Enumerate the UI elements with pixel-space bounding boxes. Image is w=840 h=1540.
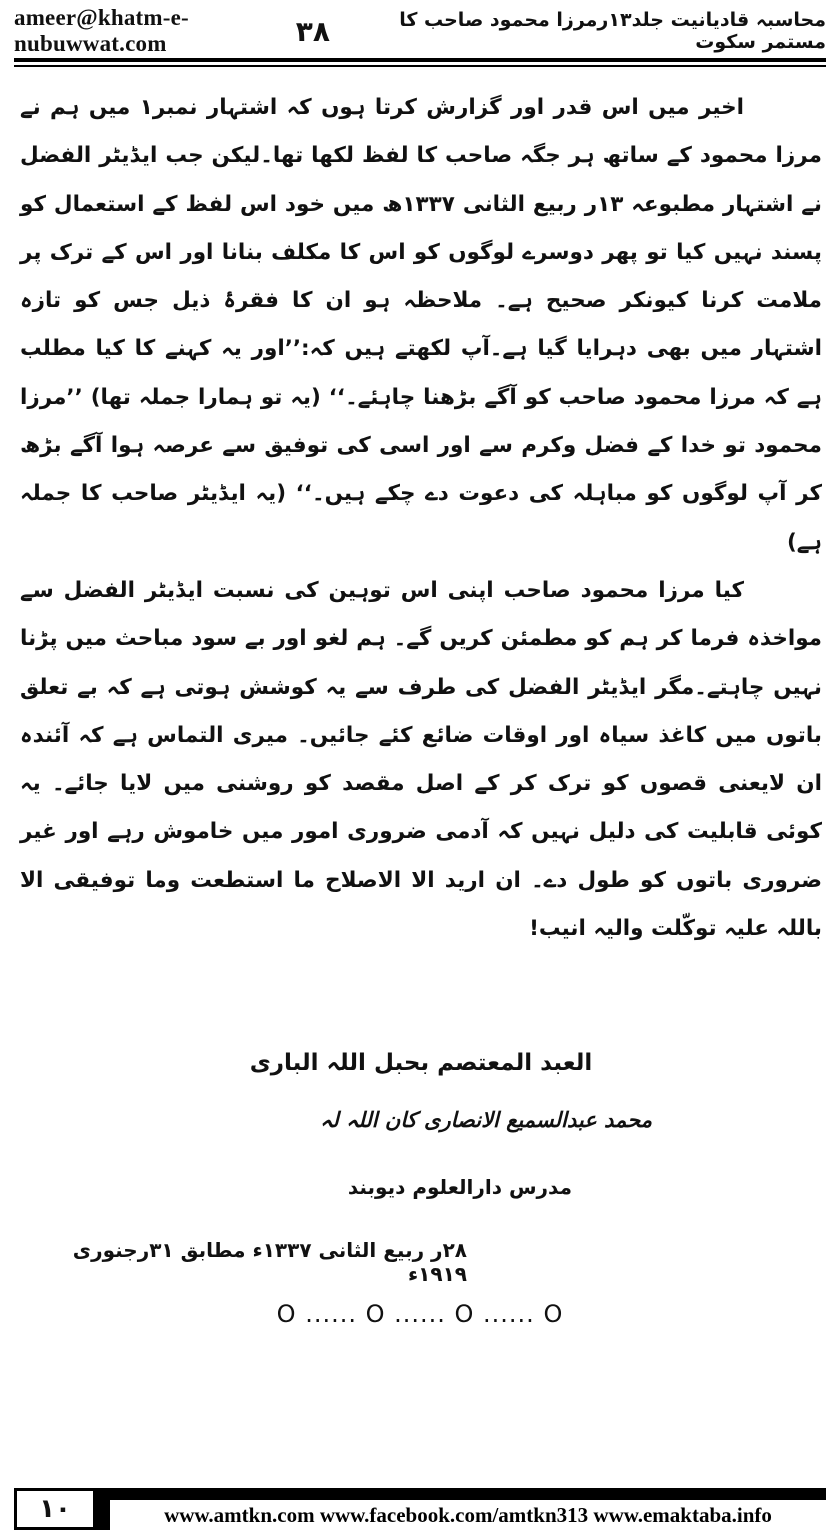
- body-text: [20, 84, 822, 953]
- footer-bar-inner: [110, 1500, 826, 1530]
- signature-title: مدرس دارالعلوم دیوبند: [347, 1175, 572, 1199]
- signature-date: ۲۸ر ربیع الثانی ۱۳۳۷ء مطابق ۳۱رجنوری ۱۹۱۹ء: [72, 1238, 467, 1286]
- header-rule-thick: [14, 58, 826, 62]
- page-header: [14, 5, 826, 56]
- page-footer: [14, 1488, 826, 1530]
- header-rule-thin: [14, 65, 826, 67]
- signature-name: محمد عبدالسمیع الانصاری کان اللہ لہ: [320, 1108, 652, 1132]
- header-page-number: ۳۸: [295, 14, 330, 48]
- header-email: ameer@khatm-e-nubuwwat.com: [14, 5, 189, 56]
- footer-links: www.amtkn.com www.facebook.com/amtkn313 www.emaktaba.info: [164, 1502, 772, 1527]
- paragraph-2: کیا مرزا محمود صاحب اپنی اس توہین کی نسبت ایڈیٹر الفضل سے مواخذہ فرما کر ہم کو مطمئن کریں گے۔ ہم لغو اور بے سود مباحث میں پڑنا نہیں چاہتے۔مگر ایڈیٹر الفضل کی طرف سے یہ کوشش ہوتی ہے کہ بے تعلق باتوں میں کاغذ سیاہ اور اوقات ضائع کئے جائیں۔ میری التماس ہے کہ آئندہ ان لایعنی قصوں کو ترک کر کے اصل مقصد کو روشنی میں لایا جائے۔ یہ کوئی قابلیت کی دلیل نہیں کہ آدمی ضروری امور میں خاموش رہے اور غیر ضروری باتوں کو طول دے۔ ان ارید الا الاصلاح ما استطعت وما توفیقی الا باللہ علیہ توکّلت والیہ انیب!: [20, 577, 822, 942]
- footer-page-number: ۱۰: [14, 1488, 96, 1530]
- section-ornament: O ...... O ...... O ...... O: [276, 1300, 564, 1328]
- header-right: [296, 9, 826, 53]
- signature-line-1: العبد المعتصم بحبل اللہ الباری: [249, 1050, 593, 1076]
- footer-bar: [96, 1488, 826, 1530]
- paragraph-1: اخیر میں اس قدر اور گزارش کرتا ہوں کہ اشتہار نمبر۱ میں ہم نے مرزا محمود کے ساتھ ہر جگہ صاحب کا لفظ لکھا تھا۔لیکن جب ایڈیٹر الفضل نے اشتہار مطبوعہ ۱۳ر ربیع الثانی ۱۳۳۷ھ میں خود اس لفظ کے استعمال کو پسند نہیں کیا تو پھر دوسرے لوگوں کو اس کا مکلف بنانا اور اس کے ترک پر ملامت کرنا کیونکر صحیح ہے۔ ملاحظہ ہو ان کا فقرۂ ذیل جس کو تازہ اشتہار میں بھی دہرایا گیا ہے۔آپ لکھتے ہیں کہ:’’اور یہ کہنے کا کیا مطلب ہے کہ مرزا محمود صاحب کو آگے بڑھنا چاہئے۔‘‘ (یہ تو ہمارا جملہ تھا) ’’مرزا محمود تو خدا کے فضل وکرم سے اور اسی کی توفیق سے عرصہ ہوا آگے بڑھ کر آپ لوگوں کو مباہلہ کی دعوت دے چکے ہیں۔‘‘ (یہ ایڈیٹر صاحب کا جملہ ہے): [20, 95, 822, 555]
- header-title: محاسبہ قادیانیت جلد۱۳رمرزا محمود صاحب کا مستمر سکوت: [399, 9, 826, 53]
